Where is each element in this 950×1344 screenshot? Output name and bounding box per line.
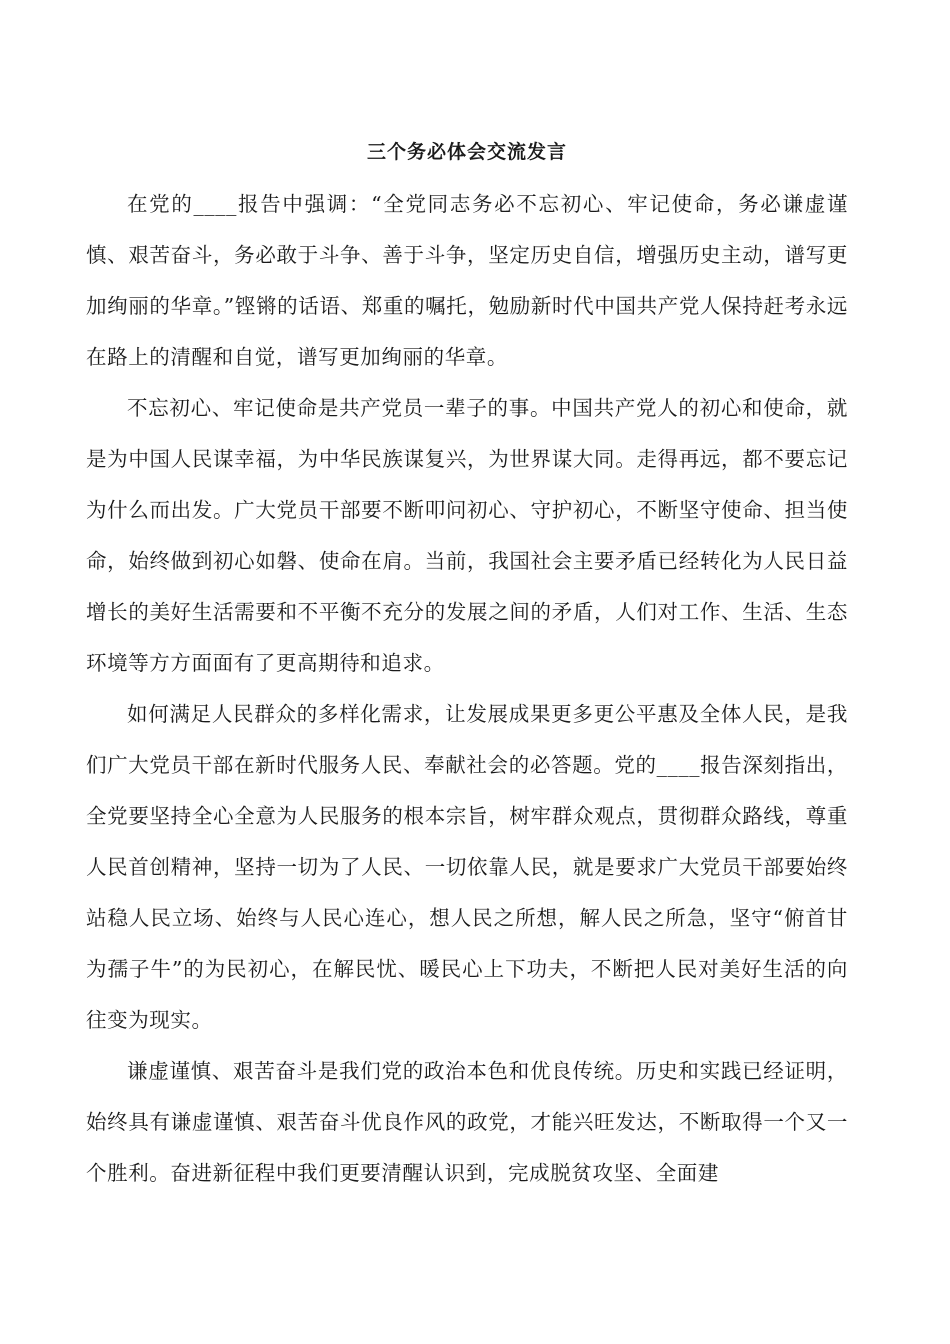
paragraph-1: 在党的____报告中强调：“全党同志务必不忘初心、牢记使命，务必谦虚谨慎、艰苦奋斗，务必敢于斗争、善于斗争，坚定历史自信，增强历史主动，谱写更加绚丽的华章。”铿锵的话语、郑重的嘱托，勉励新时代中国共产党人保持赶考永远在路上的清醒和自觉，谱写更加绚丽的华章。 <box>86 192 848 369</box>
document-body <box>86 133 848 1199</box>
paragraph-4: 谦虚谨慎、艰苦奋斗是我们党的政治本色和优良传统。历史和实践已经证明，始终具有谦虚谨慎、艰苦奋斗优良作风的政党，才能兴旺发达，不断取得一个又一个胜利。奋进新征程中我们更要清醒认识到，完成脱贫攻坚、全面建 <box>86 1059 848 1185</box>
document-title: 三个务必体会交流发言 <box>366 141 567 163</box>
paragraph-2: 不忘初心、牢记使命是共产党员一辈子的事。中国共产党人的初心和使命，就是为中国人民谋幸福，为中华民族谋复兴，为世界谋大同。走得再远，都不要忘记为什么而出发。广大党员干部要不断叩问初心、守护初心，不断坚守使命、担当使命，始终做到初心如磐、使命在肩。当前，我国社会主要矛盾已经转化为人民日益增长的美好生活需要和不平衡不充分的发展之间的矛盾，人们对工作、生活、生态环境等方方面面有了更高期待和追求。 <box>86 396 848 675</box>
paragraph-3: 如何满足人民群众的多样化需求，让发展成果更多更公平惠及全体人民，是我们广大党员干部在新时代服务人民、奉献社会的必答题。党的____报告深刻指出，全党要坚持全心全意为人民服务的根本宗旨，树牢群众观点，贯彻群众路线，尊重人民首创精神，坚持一切为了人民、一切依靠人民，就是要求广大党员干部要始终站稳人民立场、始终与人民心连心，想人民之所想，解人民之所急，坚守“俯首甘为孺子牛”的为民初心，在解民忧、暖民心上下功夫，不断把人民对美好生活的向往变为现实。 <box>86 702 848 1032</box>
